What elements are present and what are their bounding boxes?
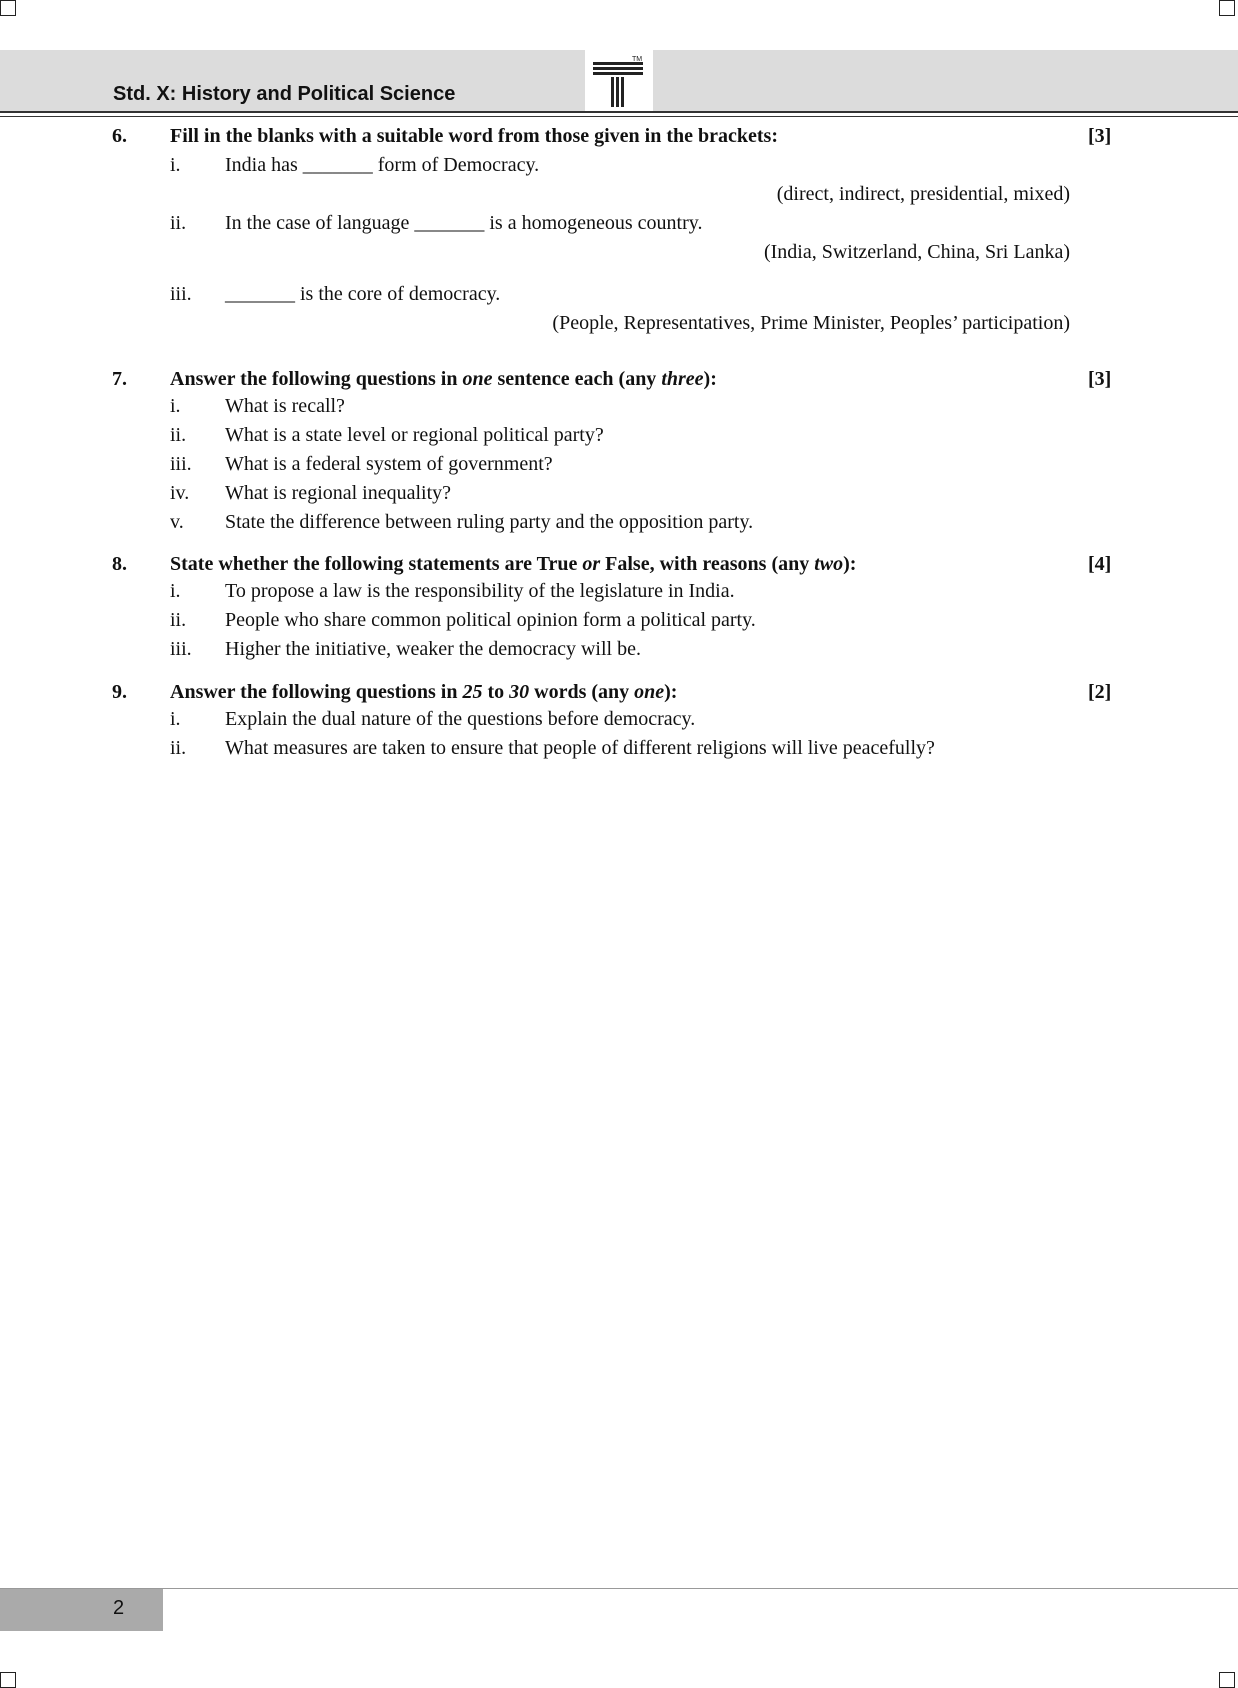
question-heading (170, 550, 856, 579)
item-text: What is a federal system of government? (225, 453, 553, 475)
question-number: 9. (112, 681, 127, 703)
question-number: 6. (112, 125, 127, 147)
header-rule-thick (0, 111, 1238, 113)
item-text: To propose a law is the responsibility of the legislature in India. (225, 580, 735, 602)
question-heading (170, 365, 717, 394)
item-text: People who share common political opinion form a political party. (225, 609, 756, 631)
question-heading-part: ): (664, 681, 678, 703)
item-number: i. (170, 580, 181, 602)
page-number: 2 (113, 1597, 125, 1619)
item-number: ii. (170, 609, 187, 631)
question-marks: [2] (1088, 681, 1112, 703)
item-number: ii. (170, 212, 187, 234)
question-heading-part: to (482, 681, 510, 703)
question-heading-part: Answer the following questions in (170, 368, 463, 390)
footer-page-box (0, 1589, 163, 1631)
question-heading-part: one (634, 681, 665, 703)
crop-mark-bottom-left (0, 1672, 16, 1688)
footer-rule (0, 1588, 1238, 1589)
item-text: Higher the initiative, weaker the democracy will be. (225, 638, 641, 660)
question-heading-part: or (582, 553, 601, 575)
question-heading-part: Fill in the blanks with a suitable word from those given in the brackets: (170, 125, 778, 147)
crop-mark-top-right (1219, 0, 1235, 16)
item-options-text: (direct, indirect, presidential, mixed) (776, 183, 1070, 205)
item-number: ii. (170, 737, 187, 759)
item-text: Explain the dual nature of the questions before democracy. (225, 708, 696, 730)
question-heading-part: sentence each (any (492, 368, 662, 390)
crop-mark-bottom-right (1219, 1672, 1235, 1688)
question-heading (170, 122, 778, 151)
question-heading (170, 678, 677, 707)
item-options-text: (People, Representatives, Prime Minister, Peoples’ participation) (552, 312, 1070, 334)
question-heading-part: one (462, 368, 493, 390)
question-heading-part: ): (843, 553, 857, 575)
crop-mark-top-left (0, 0, 16, 16)
question-heading-part: words (any (529, 681, 635, 703)
item-text: India has _______ form of Democracy. (225, 154, 540, 176)
question-number: 7. (112, 368, 127, 390)
item-number: i. (170, 708, 181, 730)
question-heading-part: two (814, 553, 844, 575)
logo-icon (585, 50, 653, 113)
item-text: What is regional inequality? (225, 482, 452, 504)
item-number: iii. (170, 638, 192, 660)
question-heading-part: False, with reasons (any (600, 553, 815, 575)
question-marks: [3] (1088, 125, 1112, 147)
page-header-title: Std. X: History and Political Science (113, 83, 456, 105)
item-number: i. (170, 154, 181, 176)
item-number: iv. (170, 482, 190, 504)
question-heading-part: 30 (509, 681, 530, 703)
item-text: What measures are taken to ensure that people of different religions will live peacefully? (225, 737, 935, 759)
item-text: _______ is the core of democracy. (225, 283, 501, 305)
item-text: In the case of language _______ is a homogeneous country. (225, 212, 703, 234)
item-number: ii. (170, 424, 187, 446)
item-number: i. (170, 395, 181, 417)
item-number: v. (170, 511, 184, 533)
question-marks: [4] (1088, 553, 1112, 575)
item-text: State the difference between ruling party and the opposition party. (225, 511, 754, 533)
item-number: iii. (170, 453, 192, 475)
header-rule-thin (0, 116, 1238, 117)
publisher-logo (585, 50, 653, 113)
question-heading-part: 25 (462, 681, 483, 703)
question-heading-part: ): (703, 368, 717, 390)
item-text: What is recall? (225, 395, 345, 417)
item-number: iii. (170, 283, 192, 305)
question-heading-part: Answer the following questions in (170, 681, 463, 703)
question-marks: [3] (1088, 368, 1112, 390)
question-heading-part: State whether the following statements are True (170, 553, 583, 575)
question-number: 8. (112, 553, 127, 575)
item-options-text: (India, Switzerland, China, Sri Lanka) (763, 241, 1070, 263)
logo-trademark: TM (632, 56, 643, 63)
question-heading-part: three (661, 368, 704, 390)
item-text: What is a state level or regional political party? (225, 424, 604, 446)
